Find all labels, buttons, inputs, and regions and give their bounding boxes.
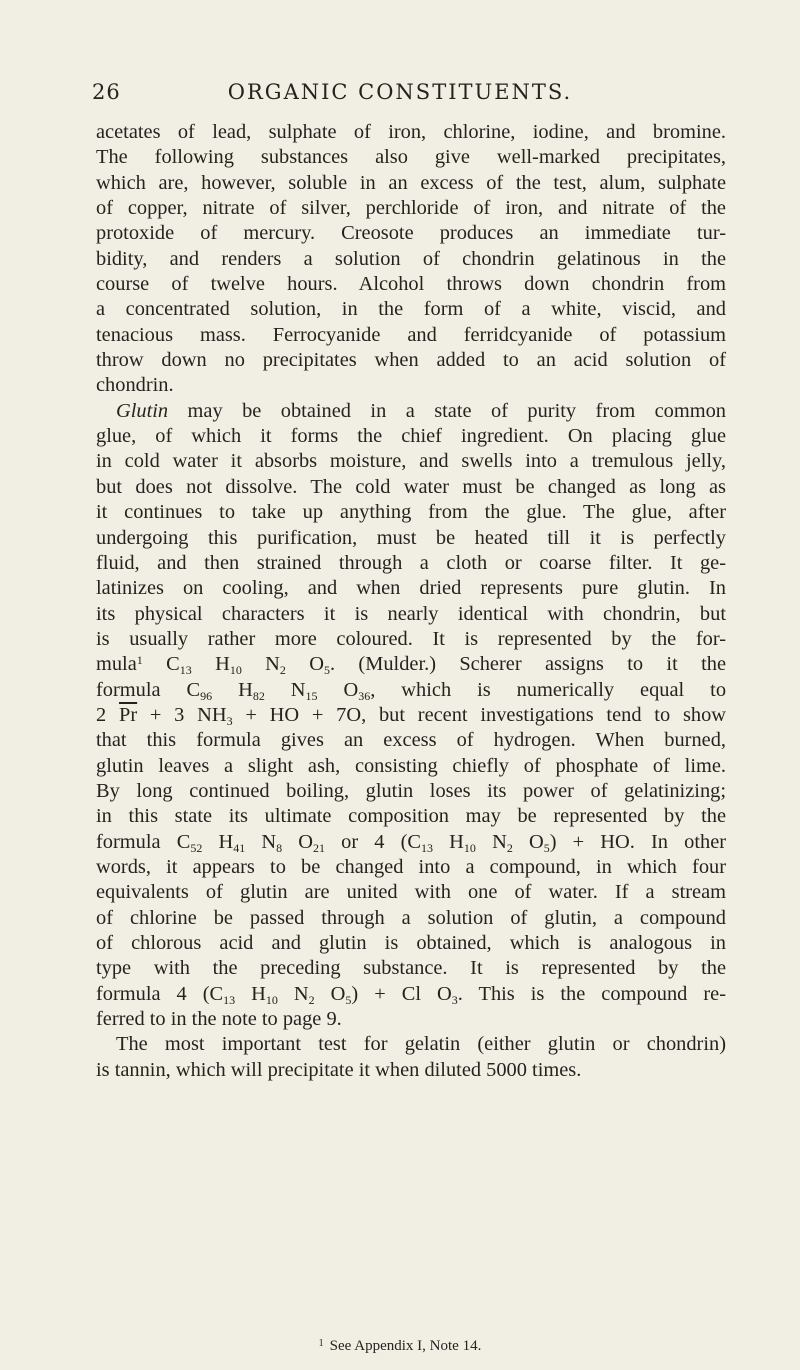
text-line: of copper, nitrate of silver, perchloride of iron, and nitrate of the [96,197,726,220]
text-line: of chlorous acid and glutin is obtained, which is analogous in [96,932,726,954]
text-line: ferred to in the note to page 9. [96,1008,342,1031]
text-line: tenacious mass. Ferrocyanide and ferridcyanide of potassium [96,323,726,346]
text-line: fluid, and then strained through a cloth or coarse filter. It ge- [96,551,726,574]
text-line: of chlorine be passed through a solution of glutin, a compound [96,906,726,929]
formula-line-boiled-glutin: formula $C_{52}$ $H_{41}$ $N_8$ $O_{21}$ or 4 ($C_{13}$ $H_{10}$ $N_2$ $O_5$) + HO. In other [96,830,727,855]
formula-line-chlorous: formula 4 ($C_{13}$ $H_{10}$ $N_2$ $O_5) + Cl$ $O_3$. This is the compound re- [96,982,727,1007]
footnote-reference: 1 [136,653,143,668]
text-line: glue, of which it forms the chief ingredient. On placing glue [96,425,726,448]
text-line: it continues to take up anything from the glue. The glue, after [96,501,726,524]
text-line: words, it appears to be changed into a compound, in which four [96,855,726,878]
formula-line-mulder: mula$^1$ $C_{13}$ $H_{10}$ $N_2$ $O_5$. (Mulder.) Scherer assigns to it the [96,653,727,678]
text-line: acetates of lead, sulphate of iron, chlorine, iodine, and bromine. [96,121,726,143]
glutin-term: Glutin [116,399,169,422]
text-line: chondrin. [96,374,174,397]
text-line: is usually rather more coloured. It is represented by the for- [96,627,726,650]
footnote [0,1338,800,1355]
text-line-glutin-paragraph-start: Glutin may be obtained in a state of purity from common [116,399,726,422]
text-line: but does not dissolve. The cold water must be changed as long as [96,475,726,498]
body-text [96,120,726,1083]
text-line: undergoing this purification, must be heated till it is perfectly [96,526,726,549]
page-header [0,80,800,114]
footnote-mark: 1 [318,1338,324,1349]
text-line: bidity, and renders a solution of chondrin gelatinous in the [96,247,726,270]
text-line: equivalents of glutin are united with one of water. If a stream [96,881,726,904]
text-line: which are, however, soluble in an excess of the test, alum, sulphate [96,171,726,194]
text-line: latinizes on cooling, and when dried represents pure glutin. In [96,577,726,600]
text-line: is tannin, which will precipitate it when diluted 5000 times. [96,1058,582,1081]
text-line: a concentrated solution, in the form of a white, viscid, and [96,298,726,321]
text-line: throw down no precipitates when added to an acid solution of [96,349,726,372]
page-number: 26 [92,80,121,104]
text-line: that this formula gives an excess of hydrogen. When burned, [96,729,726,752]
text-line: course of twelve hours. Alcohol throws down chondrin from [96,273,726,296]
text-line: in cold water it absorbs moisture, and swells into a tremulous jelly, [96,450,726,473]
text-line: type with the preceding substance. It is represented by the [96,957,726,980]
running-title: ORGANIC CONSTITUENTS. [227,80,573,104]
text-line: The following substances also give well-marked precipitates, [96,146,726,169]
text-line: glutin leaves a slight ash, consisting chiefly of phosphate of lime. [96,754,726,777]
formula-line-protein: 2 $\overline{Pr} + 3$ $NH_3$ + HO + 7O, but recent investigations tend to show [96,703,726,728]
text-line: its physical characters it is nearly identical with chondrin, but [96,602,726,625]
formula-line-scherer: formula $C_{96}$ $H_{82}$ $N_{15}$ $O_{36}$, which is numerically equal to [96,678,727,703]
text-line: in this state its ultimate composition may be represented by the [96,805,726,828]
footnote-text: See Appendix I, Note 14. [329,1338,482,1354]
text-line: protoxide of mercury. Creosote produces an immediate tur- [96,222,726,245]
text-line: By long continued boiling, glutin loses its power of gelatinizing; [96,779,726,802]
text-line: The most important test for gelatin (either glutin or chondrin) [116,1033,726,1056]
